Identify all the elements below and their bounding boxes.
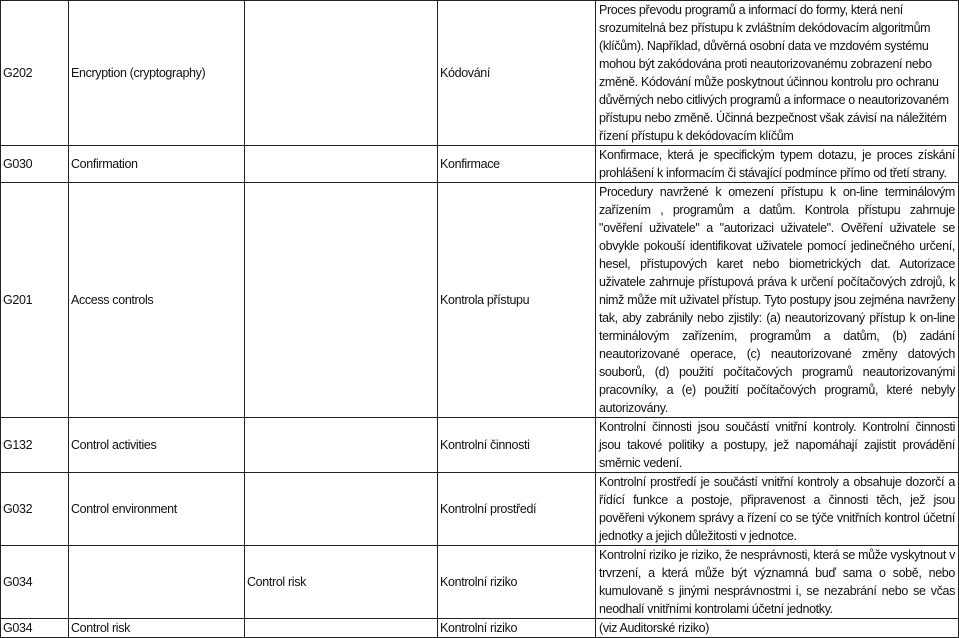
term-cz-cell: Konfirmace bbox=[438, 146, 596, 183]
term-en-cell: Control activities bbox=[69, 418, 245, 473]
term-en-sub-cell bbox=[245, 473, 438, 546]
table-row bbox=[1, 146, 959, 183]
term-cz-cell: Kontrolní prostředí bbox=[438, 473, 596, 546]
term-en-cell: Access controls bbox=[69, 183, 245, 418]
code-cell: G132 bbox=[1, 418, 69, 473]
definition-cell: Kontrolní činnosti jsou součástí vnitřní kontroly. Kontrolní činnosti jsou takové politiky a postupy, jež napomáhají zajistit provádění směrnic vedení. bbox=[596, 418, 959, 473]
term-cz-cell: Kontrolní riziko bbox=[438, 619, 596, 638]
code-cell: G032 bbox=[1, 473, 69, 546]
table-row bbox=[1, 183, 959, 418]
term-en-cell: Control risk bbox=[69, 619, 245, 638]
definition-cell: Kontrolní prostředí je součástí vnitřní kontroly a obsahuje dozorčí a řídící funkce a postoje, připravenost a činnosti těch, jež jsou pověřeni výkonem správy a řízení co se týče vnitřních kontrol účetní jednotky a jejich důležitosti v jednotce. bbox=[596, 473, 959, 546]
table-row bbox=[1, 1, 959, 146]
term-cz-cell: Kontrolní riziko bbox=[438, 546, 596, 619]
definition-cell: Kontrolní riziko je riziko, že nesprávnosti, která se může vyskytnout v trvrzení, a která může být významná buď sama o sobě, nebo kumulovaně s jinými nesprávnostmi i, se nezabrání nebo se včas neodhalí vnitřními kontrolami účetní jednotky. bbox=[596, 546, 959, 619]
term-en-sub-cell bbox=[245, 146, 438, 183]
term-en-cell: Control environment bbox=[69, 473, 245, 546]
definition-cell: Proces převodu programů a informací do formy, která není srozumitelná bez přístupu k zvláštním dekódovacím algoritmům (klíčům). Například, důvěrná osobní data ve mzdovém systému mohou být zakódována proti neautorizovanému zobrazení nebo změně. Kódování může poskytnout účinnou kontrolu pro ochranu důvěrných nebo citlivých programů a informace o neautorizovaném přístupu nebo změně. Účinná bezpečnost však závisí na náležitém řízení přístupu k dekódovacím klíčům bbox=[596, 1, 959, 146]
code-cell: G202 bbox=[1, 1, 69, 146]
term-en-cell: Confirmation bbox=[69, 146, 245, 183]
term-en-sub-cell bbox=[245, 1, 438, 146]
definition-cell: Procedury navržené k omezení přístupu k on-line terminálovým zařízením , programům a datům. Kontrola přístupu zahrnuje "ověření uživatele" a "autorizaci uživatele". Ověření uživatele se obvykle pokouší identifikovat uživatele pomocí jedinečného určení, hesel, přístupových karet nebo biometrických dat. Autorizace uživatele zahrnuje přístupová práva k určení počítačových zdrojů, k nimž může mít uživatel přístup. Tyto postupy jsou zejména navrženy tak, aby zabránily nebo zjistily: (a) neautorizovaný přístup k on-line terminálovým zařízením, programům a datům, (b) zadání neautorizované operace, (c) neautorizované změny datových souborů, (d) použití počítačových programů neautorizovanými pracovníky, a (e) použití počítačových programů, které nebyly autorizovány. bbox=[596, 183, 959, 418]
code-cell: G034 bbox=[1, 619, 69, 638]
code-cell: G034 bbox=[1, 546, 69, 619]
term-cz-cell: Kontrolní činnosti bbox=[438, 418, 596, 473]
term-en-sub-cell bbox=[245, 418, 438, 473]
table-row bbox=[1, 473, 959, 546]
term-en-sub-cell bbox=[245, 183, 438, 418]
table-row bbox=[1, 546, 959, 619]
definition-cell: (viz Auditorské riziko) bbox=[596, 619, 959, 638]
code-cell: G201 bbox=[1, 183, 69, 418]
term-en-cell: Encryption (cryptography) bbox=[69, 1, 245, 146]
table-row bbox=[1, 418, 959, 473]
term-en-sub-cell bbox=[245, 619, 438, 638]
table-row bbox=[1, 619, 959, 638]
code-cell: G030 bbox=[1, 146, 69, 183]
definition-cell: Konfirmace, která je specifickým typem dotazu, je proces získání prohlášení k informacím či stávající podmínce přímo od třetí strany. bbox=[596, 146, 959, 183]
term-en-sub-cell: Control risk bbox=[245, 546, 438, 619]
term-en-cell bbox=[69, 546, 245, 619]
term-cz-cell: Kódování bbox=[438, 1, 596, 146]
term-cz-cell: Kontrola přístupu bbox=[438, 183, 596, 418]
